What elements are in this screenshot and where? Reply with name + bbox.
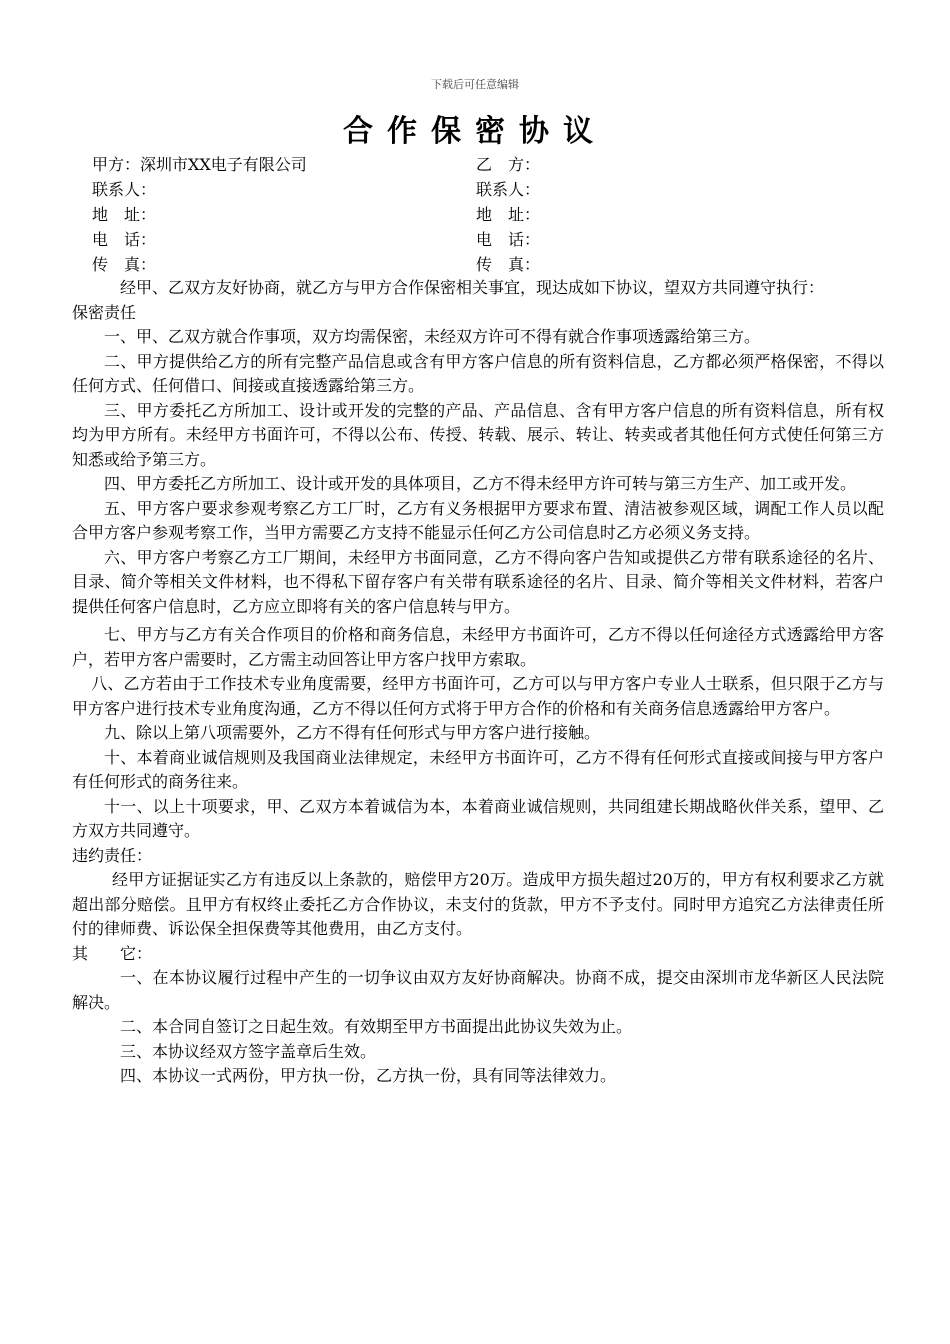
party-info <box>92 152 872 277</box>
party-a-phone: 电 话： <box>92 230 157 249</box>
clause-item: 九、除以上第八项需要外，乙方不得有任何形式与甲方客户进行接触。 <box>104 723 601 742</box>
clause-item: 八、乙方若由于工作技术专业角度需要，经甲方书面许可，乙方可以与甲方客户专业人士联系，但只限于乙方与甲方客户进行技术专业角度沟通，乙方不得以任何方式将于甲方合作的价格和有关商务信息透露给甲方客户。 <box>72 674 884 718</box>
party-a-contact: 联系人： <box>92 180 157 199</box>
clause-item: 十一、以上十项要求，甲、乙双方本着诚信为本，本着商业诚信规则，共同组建长期战略伙伴关系，望甲、乙方双方共同遵守。 <box>72 796 884 840</box>
section-heading-breach: 违约责任： <box>72 845 153 865</box>
party-row-fax <box>92 252 872 277</box>
intro-paragraph: 经甲、乙双方友好协商，就乙方与甲方合作保密相关事宜，现达成如下协议，望双方共同遵守执行： <box>120 278 825 297</box>
section-heading-other: 其 它： <box>72 943 153 963</box>
clause-item: 十、本着商业诚信规则及我国商业法律规定，未经甲方书面许可，乙方不得有任何形式直接或间接与甲方客户有任何形式的商务往来。 <box>72 747 884 791</box>
agreement-body <box>72 276 884 1089</box>
clause-item: 六、甲方客户考察乙方工厂期间，未经甲方书面同意，乙方不得向客户告知或提供乙方带有联系途径的名片、目录、简介等相关文件材料，也不得私下留存客户有关带有联系途径的名片、目录、简介等相关文件材料，若客户提供任何客户信息时，乙方应立即将有关的客户信息转与甲方。 <box>72 547 884 616</box>
section-heading-confidential: 保密责任 <box>72 302 137 322</box>
clause-item: 五、甲方客户要求参观考察乙方工厂时，乙方有义务根据甲方要求布置、清洁被参观区域，调配工作人员以配合甲方客户参观考察工作，当甲方需要乙方支持不能显示任何乙方公司信息时乙方必须义务支持。 <box>72 498 884 542</box>
party-a-name: 甲方：深圳市XX电子有限公司 <box>92 155 307 174</box>
party-row-phone <box>92 227 872 252</box>
party-b-address: 地 址： <box>476 205 541 224</box>
other-item: 三、本协议经双方签字盖章后生效。 <box>120 1041 377 1061</box>
other-item: 二、本合同自签订之日起生效。有效期至甲方书面提出此协议失效为止。 <box>120 1017 633 1036</box>
clause-item: 一、甲、乙双方就合作事项，双方均需保密，未经双方许可不得有就合作事项透露给第三方。 <box>104 327 761 346</box>
party-b-name: 乙 方： <box>476 155 541 174</box>
party-b-phone: 电 话： <box>476 230 541 249</box>
party-row-name <box>92 152 872 177</box>
other-item: 四、本协议一式两份，甲方执一份，乙方执一份，具有同等法律效力。 <box>120 1066 617 1085</box>
party-a-address: 地 址： <box>92 205 157 224</box>
party-row-contact <box>92 177 872 202</box>
breach-paragraph: 经甲方证据证实乙方有违反以上条款的，赔偿甲方20万。造成甲方损失超过20万的，甲方有权利要求乙方就超出部分赔偿。且甲方有权终止委托乙方合作协议，未支付的货款，甲方不予支付。同时甲方追究乙方法律责任所付的律师费、诉讼保全担保费等其他费用，由乙方支付。 <box>72 870 884 938</box>
document-title: 合作保密协议 <box>343 114 607 149</box>
party-b-fax: 传 真： <box>476 255 541 274</box>
party-b-contact: 联系人： <box>476 180 541 199</box>
other-item: 一、在本协议履行过程中产生的一切争议由双方友好协商解决。协商不成，提交由深圳市龙华新区人民法院解决。 <box>72 968 884 1012</box>
clause-item: 七、甲方与乙方有关合作项目的价格和商务信息，未经甲方书面许可，乙方不得以任何途径方式透露给甲方客户，若甲方客户需要时，乙方需主动回答让甲方客户找甲方索取。 <box>72 625 884 669</box>
header-note: 下载后可任意编辑 <box>431 78 519 91</box>
party-row-address <box>92 202 872 227</box>
clause-item: 三、甲方委托乙方所加工、设计或开发的完整的产品、产品信息、含有甲方客户信息的所有资料信息，所有权均为甲方所有。未经甲方书面许可，不得以公布、传授、转载、展示、转让、转卖或者其他任何方式使任何第三方知悉或给予第三方。 <box>72 400 884 469</box>
party-a-fax: 传 真： <box>92 255 157 274</box>
clause-item: 二、甲方提供给乙方的所有完整产品信息或含有甲方客户信息的所有资料信息，乙方都必须严格保密，不得以任何方式、任何借口、间接或直接透露给第三方。 <box>72 351 884 395</box>
clause-item: 四、甲方委托乙方所加工、设计或开发的具体项目，乙方不得未经甲方许可转与第三方生产、加工或开发。 <box>104 474 857 493</box>
